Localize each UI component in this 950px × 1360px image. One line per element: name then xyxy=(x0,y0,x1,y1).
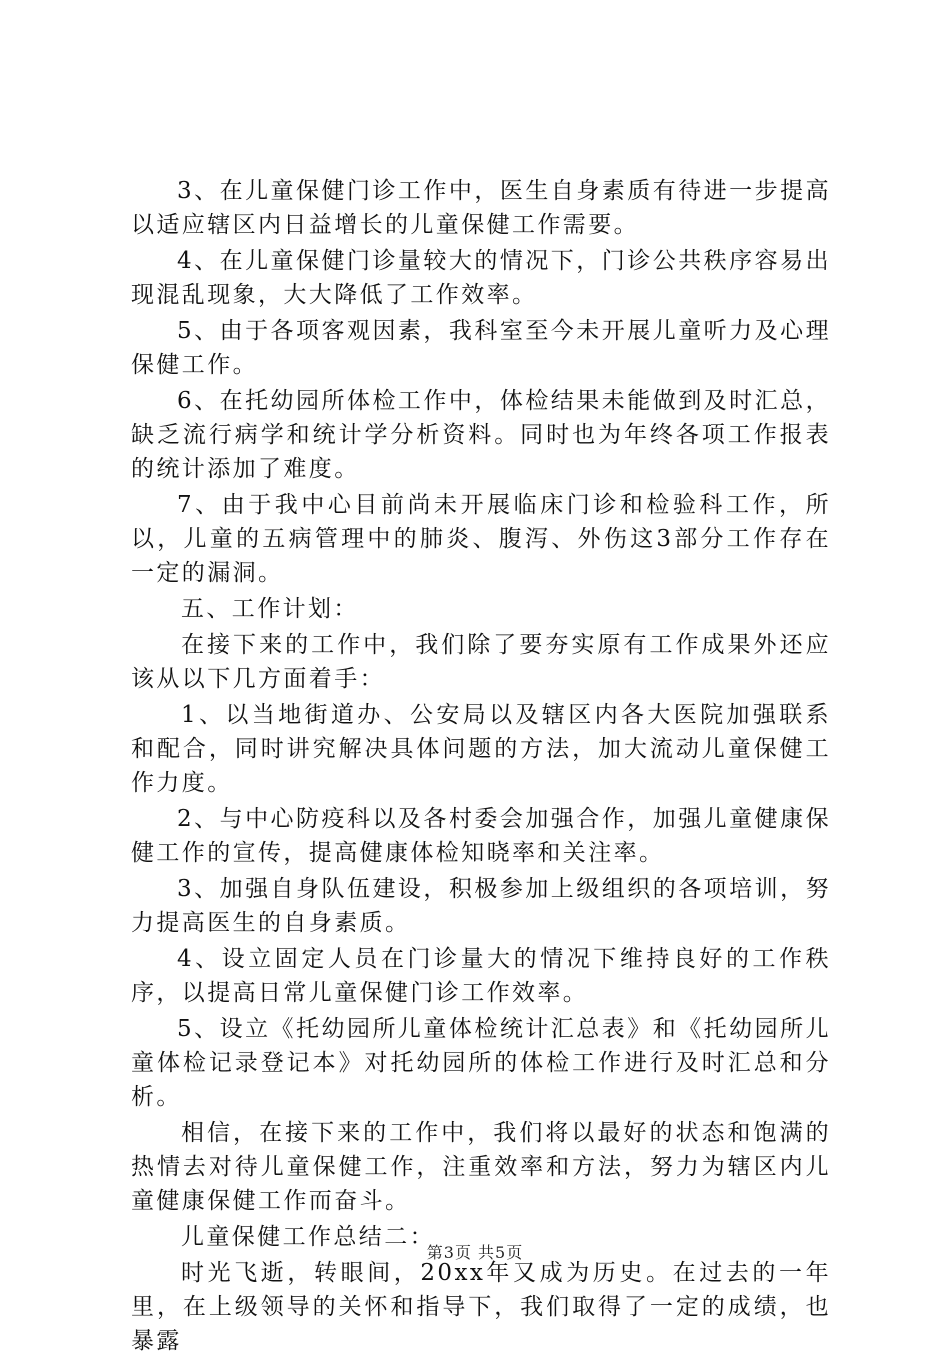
paragraph-12: 相信，在接下来的工作中，我们将以最好的状态和饱满的热情去对待儿童保健工作，注重效率和方法，努力为辖区内儿童健康保健工作而奋斗。 xyxy=(131,1120,831,1214)
paragraph-13: 时光飞逝，转眼间，20xx年又成为历史。在过去的一年里，在上级领导的关怀和指导下，我们取得了一定的成绩，也暴露 xyxy=(131,1260,831,1354)
paragraph-2: 4、在儿童保健门诊量较大的情况下，门诊公共秩序容易出现混乱现象，大大降低了工作效率。 xyxy=(131,248,831,308)
paragraph-11: 5、设立《托幼园所儿童体检统计汇总表》和《托幼园所儿童体检记录登记本》对托幼园所的体检工作进行及时汇总和分析。 xyxy=(131,1016,831,1110)
paragraph-10: 4、设立固定人员在门诊量大的情况下维持良好的工作秩序，以提高日常儿童保健门诊工作效率。 xyxy=(131,946,831,1006)
page-footer xyxy=(0,1240,950,1263)
section-heading-summary-two: 儿童保健工作总结二： xyxy=(181,1224,435,1250)
paragraph-1: 3、在儿童保健门诊工作中，医生自身素质有待进一步提高以适应辖区内日益增长的儿童保健工作需要。 xyxy=(131,178,831,238)
paragraph-6: 在接下来的工作中，我们除了要夯实原有工作成果外还应该从以下几方面着手： xyxy=(131,632,831,692)
paragraph-4: 6、在托幼园所体检工作中，体检结果未能做到及时汇总，缺乏流行病学和统计学分析资料。同时也为年终各项工作报表的统计添加了难度。 xyxy=(131,388,831,482)
document-body xyxy=(131,174,831,1360)
page-number-label: 第3页 共5页 xyxy=(426,1243,524,1262)
section-heading-work-plan: 五、工作计划： xyxy=(181,596,359,622)
paragraph-5: 7、由于我中心目前尚未开展临床门诊和检验科工作，所以，儿童的五病管理中的肺炎、腹泻、外伤这3部分工作存在一定的漏洞。 xyxy=(131,492,831,586)
paragraph-3: 5、由于各项客观因素，我科室至今未开展儿童听力及心理保健工作。 xyxy=(131,318,831,378)
paragraph-9: 3、加强自身队伍建设，积极参加上级组织的各项培训，努力提高医生的自身素质。 xyxy=(131,876,831,936)
paragraph-8: 2、与中心防疫科以及各村委会加强合作，加强儿童健康保健工作的宣传，提高健康体检知晓率和关注率。 xyxy=(131,806,831,866)
paragraph-7: 1、以当地街道办、公安局以及辖区内各大医院加强联系和配合，同时讲究解决具体问题的方法，加大流动儿童保健工作力度。 xyxy=(131,702,831,796)
